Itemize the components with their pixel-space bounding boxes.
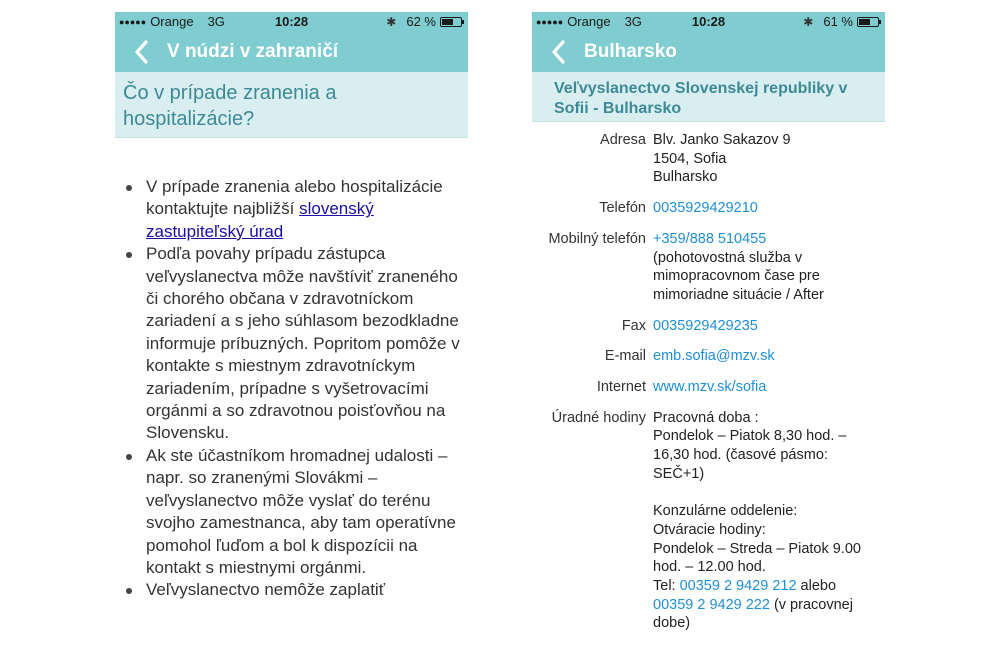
mobile-row xyxy=(532,230,885,305)
fax-link[interactable]: 0035929429235 xyxy=(653,317,758,334)
navigation-bar xyxy=(115,32,468,72)
status-bar xyxy=(115,12,468,32)
carrier-name: Orange xyxy=(150,14,194,29)
internet-label: Internet xyxy=(596,379,646,396)
email-row xyxy=(532,347,885,366)
mobile-link[interactable]: +359/888 510455 xyxy=(653,230,767,247)
fax-label: Fax xyxy=(621,317,646,334)
nav-title: V núdzi v zahraničí xyxy=(167,41,339,62)
signal-dots-icon: ●●●●● xyxy=(119,17,147,27)
battery-icon xyxy=(440,17,462,27)
network-type: 3G xyxy=(207,14,225,29)
list-item: Ak ste účastníkom hromadnej udalosti – napr. so zranenými Slovákmi – veľvyslanectvo môže vyslať do terénu svojho zamestnanca, aby tam operatívne pomohol ľuďom a bol k dispozícii na kontakt s miestnymi orgánmi. xyxy=(125,445,462,579)
phone-screen-bulgaria xyxy=(532,12,885,667)
battery-percent: 62 % xyxy=(406,14,436,29)
list-item: V prípade zranenia alebo hospitalizácie kontaktujte najbližší slovenský zastupiteľský úrad xyxy=(125,176,462,243)
mobile-label: Mobilný telefón xyxy=(548,230,646,247)
back-button[interactable] xyxy=(131,38,155,66)
email-link[interactable]: emb.sofia@mzv.sk xyxy=(653,348,775,365)
back-button[interactable] xyxy=(548,38,572,66)
website-link[interactable]: www.mzv.sk/sofia xyxy=(653,379,767,396)
consular-phone-2[interactable]: 00359 2 9429 222 xyxy=(653,596,770,613)
bluetooth-icon: ✱ xyxy=(386,15,397,29)
phone-screen-emergency-abroad xyxy=(115,12,468,667)
carrier-name: Orange xyxy=(567,14,611,29)
embassy-details xyxy=(532,122,885,633)
email-label: E-mail xyxy=(604,348,646,365)
battery-percent: 61 % xyxy=(823,14,853,29)
embassy-title: Veľvyslanectvo Slovenskej republiky v Sofii - Bulharsko xyxy=(532,72,885,122)
battery-level-fill xyxy=(859,19,870,25)
embassy-link[interactable]: slovenský zastupiteľský úrad xyxy=(146,199,374,241)
office-hours-row xyxy=(532,409,885,633)
address-row xyxy=(532,131,885,187)
office-hours-value: Pracovná doba : Pondelok – Piatok 8,30 hod. – 16,30 hod. (časové pásmo: SEČ+1) Konzulárne oddelenie: Otváracie hodiny: Pondelok – Streda – Piatok 9.00 hod. – 12.00 hod. Tel: 00359 2 9429 212 alebo 00359 2 9429 222 (v pracovnej dobe) xyxy=(653,409,861,632)
internet-row xyxy=(532,378,885,397)
address-label: Adresa xyxy=(600,132,646,148)
navigation-bar xyxy=(532,32,885,72)
phone-link[interactable]: 0035929429210 xyxy=(653,200,758,217)
status-time: 10:28 xyxy=(274,14,309,29)
phone-label: Telefón xyxy=(599,200,646,217)
network-type: 3G xyxy=(624,14,642,29)
address-value: Blv. Janko Sakazov 9 1504, Sofia Bulharsko xyxy=(653,132,791,186)
status-bar xyxy=(532,12,885,32)
bluetooth-icon: ✱ xyxy=(803,15,814,29)
info-bullet-list xyxy=(115,138,468,602)
battery-icon xyxy=(857,17,879,27)
phone-row xyxy=(532,199,885,218)
section-header: Čo v prípade zranenia a hospitalizácie? xyxy=(115,72,468,138)
list-item: Podľa povahy prípadu zástupca veľvyslanectva môže navštíviť zraneného či chorého občana v zdravotníckom zariadení a s jeho súhlasom bezodkladne informuje príbuzných. Popritom pomôže v kontakte s miestnym zdravotníckym zariadením, prípadne s vyšetrovacími orgánmi a so zdravotnou poisťovňou na Slovensku. xyxy=(125,243,462,445)
status-time: 10:28 xyxy=(691,14,726,29)
consular-phone-1[interactable]: 00359 2 9429 212 xyxy=(679,578,797,595)
list-item: Veľvyslanectvo nemôže zaplatiť xyxy=(125,579,462,601)
battery-level-fill xyxy=(442,19,453,25)
fax-row xyxy=(532,317,885,336)
nav-title: Bulharsko xyxy=(584,41,677,62)
chevron-left-icon xyxy=(548,38,572,66)
chevron-left-icon xyxy=(131,38,155,66)
mobile-note: (pohotovostná služba v mimopracovnom čase pre mimoriadne situácie / After xyxy=(653,249,824,303)
signal-dots-icon: ●●●●● xyxy=(536,17,564,27)
office-hours-label: Úradné hodiny xyxy=(551,409,646,426)
